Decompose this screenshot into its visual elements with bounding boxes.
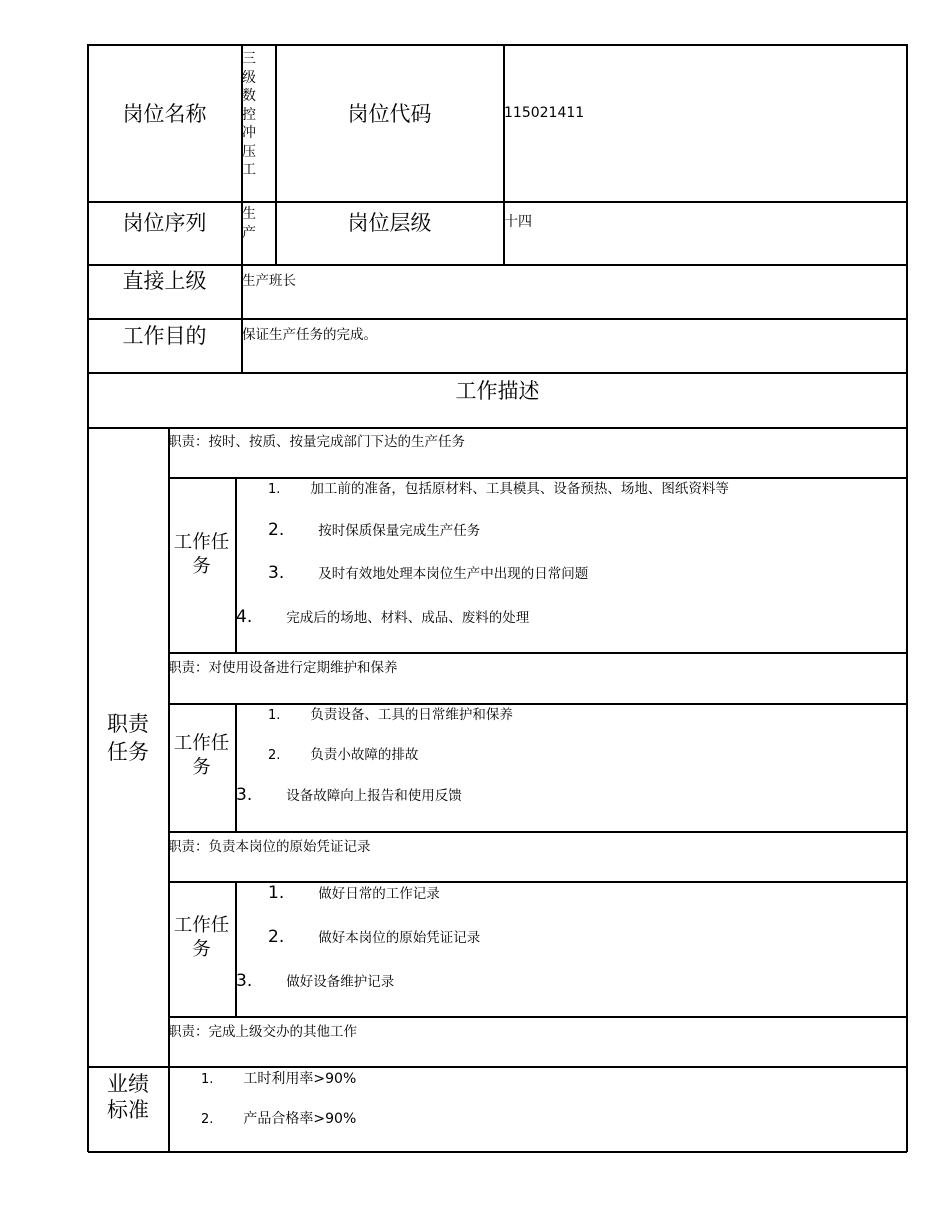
task-item — [236, 608, 529, 627]
job-name-label: 岗位名称 — [122, 102, 207, 126]
supervisor-label: 直接上级 — [122, 269, 207, 293]
task-item — [268, 746, 418, 765]
performance-number: 2. — [201, 1112, 214, 1127]
task-text: 做好日常的工作记录 — [318, 886, 440, 902]
row-divider — [88, 372, 907, 374]
task-label — [168, 914, 235, 962]
job-name-value: 三级数控冲压工 — [242, 51, 256, 178]
task-number: 2. — [268, 748, 281, 763]
task-label — [168, 732, 235, 780]
task-label-text: 工作任务 — [173, 532, 230, 577]
col-divider — [235, 703, 237, 832]
task-text: 完成后的场地、材料、成品、废料的处理 — [286, 610, 530, 626]
purpose-value: 保证生产任务的完成。 — [242, 327, 377, 343]
performance-text: 工时利用率>90% — [243, 1071, 357, 1087]
row-divider — [88, 1066, 907, 1068]
task-number: 2. — [268, 520, 285, 540]
task-text: 及时有效地处理本岗位生产中出现的日常问题 — [318, 566, 589, 582]
task-number: 4. — [236, 607, 253, 627]
border-bottom — [88, 1151, 907, 1153]
row-divider — [168, 652, 907, 654]
task-label-text: 工作任务 — [173, 915, 230, 960]
task-label — [168, 531, 235, 579]
row-divider — [88, 201, 907, 203]
task-item — [236, 786, 462, 805]
task-text: 加工前的准备，包括原材料、工具模具、设备预热、场地、图纸资料等 — [310, 481, 729, 497]
row-divider — [168, 1016, 907, 1018]
task-item — [268, 480, 729, 499]
task-item — [268, 564, 588, 583]
col-divider — [235, 881, 237, 1017]
task-item — [268, 706, 513, 725]
performance-item — [201, 1110, 356, 1129]
duty-title — [168, 659, 398, 677]
duty-title-text: 职责：负责本岗位的原始凭证记录 — [168, 839, 371, 855]
performance-text: 产品合格率>90% — [243, 1111, 357, 1127]
row-divider — [88, 264, 907, 266]
task-text: 负责小故障的排故 — [310, 747, 419, 763]
purpose-label: 工作目的 — [122, 324, 207, 348]
task-item — [236, 972, 394, 991]
task-text: 做好本岗位的原始凭证记录 — [318, 930, 481, 946]
job-series-label: 岗位序列 — [122, 211, 207, 235]
duties-label-text: 职责任务 — [107, 712, 149, 764]
task-number: 3. — [236, 785, 253, 805]
task-number: 3. — [268, 563, 285, 583]
row-divider — [168, 703, 907, 705]
duties-label — [88, 710, 168, 766]
task-number: 3. — [236, 971, 253, 991]
task-item — [268, 928, 480, 947]
task-number: 1. — [268, 883, 285, 903]
border-top — [88, 44, 907, 46]
duty-title — [168, 433, 465, 451]
row-divider — [88, 318, 907, 320]
task-item — [268, 884, 440, 903]
task-text: 做好设备维护记录 — [286, 974, 395, 990]
task-text: 负责设备、工具的日常维护和保养 — [310, 707, 513, 723]
task-number: 2. — [268, 927, 285, 947]
task-number: 1. — [268, 708, 281, 723]
row-divider — [168, 477, 907, 479]
row-divider — [168, 831, 907, 833]
job-code-label: 岗位代码 — [347, 102, 432, 126]
performance-number: 1. — [201, 1072, 214, 1087]
job-level-label: 岗位层级 — [347, 211, 432, 235]
task-text: 设备故障向上报告和使用反馈 — [286, 788, 462, 804]
task-item — [268, 521, 480, 540]
performance-item — [201, 1070, 356, 1089]
supervisor-value: 生产班长 — [242, 273, 296, 289]
task-number: 1. — [268, 482, 281, 497]
description-header: 工作描述 — [455, 379, 540, 403]
task-label-text: 工作任务 — [173, 733, 230, 778]
duty-title-text: 职责：完成上级交办的其他工作 — [168, 1024, 357, 1040]
performance-label-text: 业绩标准 — [107, 1072, 149, 1122]
row-divider — [88, 427, 907, 429]
job-code-value: 115021411 — [504, 105, 585, 121]
duty-title — [168, 1023, 357, 1041]
duty-title-text: 职责：对使用设备进行定期维护和保养 — [168, 660, 398, 676]
job-level-value: 十四 — [504, 214, 532, 230]
duty-title — [168, 838, 371, 856]
job-series-value: 生产 — [242, 206, 256, 241]
duty-title-text: 职责：按时、按质、按量完成部门下达的生产任务 — [168, 434, 465, 450]
performance-label — [88, 1071, 168, 1123]
task-text: 按时保质保量完成生产任务 — [318, 523, 481, 539]
col-divider — [503, 44, 505, 265]
border-right — [906, 44, 908, 1152]
